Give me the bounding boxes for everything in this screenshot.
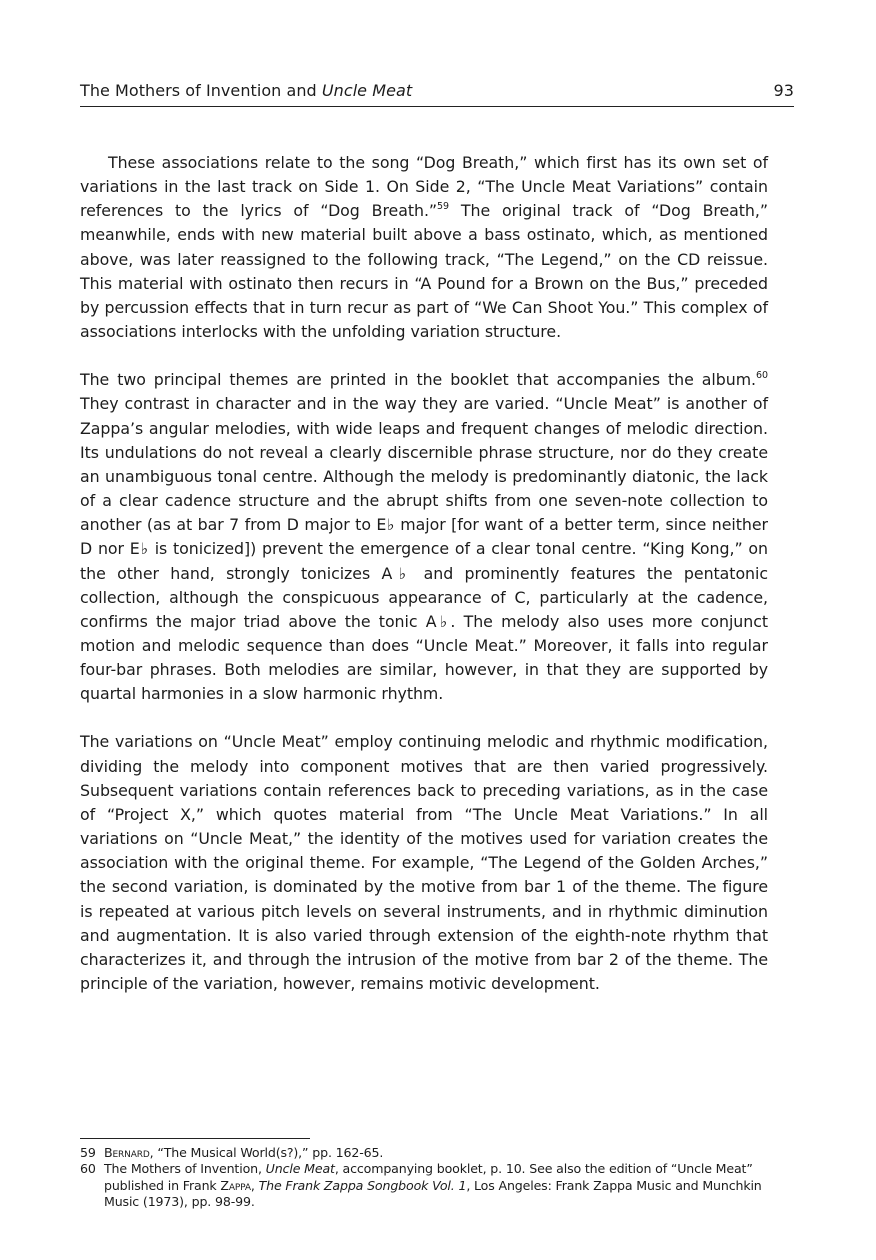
page-number: 93 — [773, 81, 794, 100]
footnote-number: 59 — [80, 1145, 96, 1160]
running-head-title-text: The Mothers of Invention and — [80, 81, 322, 100]
paragraph-2-text-a: The two principal themes are printed in the booklet that accompanies the album. — [80, 370, 756, 390]
footnote-59 — [80, 1145, 780, 1161]
footnote-book-title: The Frank Zappa Songbook Vol. 1 — [258, 1177, 467, 1193]
paragraph-2 — [80, 368, 768, 706]
footnote-album-title: Uncle Meat — [265, 1161, 335, 1177]
footnote-text: , — [250, 1177, 259, 1193]
footnote-number: 60 — [80, 1161, 96, 1177]
body-text — [80, 151, 768, 996]
paragraph-1-text-a: These associations relate to the song “Dog Breath,” which first has its own set of variations in the last track on Side 1. On Side 2, “The Uncle Meat Variations” contain references to the lyrics of “Dog Breath.” — [80, 153, 768, 221]
paragraph-3-text: The variations on “Uncle Meat” employ continuing melodic and rhythmic modification, dividing the melody into component motives that are then varied progressively. Subsequent variations contain references back to preceding variations, as in the case of “Project X,” which quotes material from “The Uncle Meat Variations.” In all variations on “Uncle Meat,” the identity of the motives used for variation creates the association with the original theme. For example, “The Legend of the Golden Arches,” the second variation, is dominated by the motive from bar 1 of the theme. The figure is repeated at various pitch levels on several instruments, and in rhythmic diminution and augmentation. It is also varied through extension of the eighth-note rhythm that characterizes it, and through the intrusion of the motive from bar 2 of the theme. The principle of the variation, however, remains motivic development. — [80, 732, 768, 993]
footnote-ref-60: 60 — [756, 369, 768, 381]
footnote-text: , accompanying booklet, p. 10. See also the edition of “Uncle Meat” published in Frank — [104, 1161, 753, 1193]
footnotes — [80, 1145, 780, 1211]
footnote-text: , “The Musical World(s?),” pp. 162-65. — [149, 1145, 384, 1160]
footnote-rule — [80, 1138, 310, 1139]
paragraph-1 — [80, 151, 768, 344]
footnote-author: Bernard — [104, 1145, 150, 1160]
running-head-title — [80, 80, 412, 102]
footnote-60 — [80, 1161, 780, 1210]
footnote-text: The Mothers of Invention, — [104, 1161, 266, 1177]
footnote-ref-59: 59 — [437, 201, 450, 213]
paragraph-1-text-b: The original track of “Dog Breath,” meanwhile, ends with new material built above a bass ostinato, which, as mentioned above, was later reassigned to the following track, “The Legend,” on the CD reissue. This material with ostinato then recurs in “A Pound for a Brown on the Bus,” preceded by percussion effects that in turn recur as part of “We Can Shoot You.” This complex of associations interlocks with the unfolding variation structure. — [80, 201, 768, 342]
paragraph-3 — [80, 730, 768, 996]
running-head-title-italic: Uncle Meat — [321, 81, 413, 100]
footnote-text: , Los Angeles: Frank Zappa Music and Munchkin Music (1973), pp. 98-99. — [104, 1177, 762, 1210]
footnote-author: Zappa — [220, 1177, 251, 1193]
header-rule — [80, 106, 794, 107]
paragraph-2-text-b: They contrast in character and in the way they are varied. “Uncle Meat” is another of Zappa’s angular melodies, with wide leaps and frequent changes of melodic direction. Its undulations do not reveal a clearly discernible phrase structure, nor do they create an unambiguous tonal centre. Although the melody is predominantly diatonic, the lack of a clear cadence structure and the abrupt shifts from one seven-note collection to another (as at bar 7 from D major to E♭ major [for want of a better term, since neither D nor E♭ is tonicized]) prevent the emergence of a clear tonal centre. “King Kong,” on the other hand, strongly tonicizes A♭ and prominently features the pentatonic collection, although the conspicuous appearance of C, particularly at the cadence, confirms the major triad above the tonic A♭. The melody also uses more conjunct motion and melodic sequence than does “Uncle Meat.” Moreover, it falls into regular four-bar phrases. Both melodies are similar, however, in that they are supported by quartal harmonies in a slow harmonic rhythm. — [80, 394, 768, 704]
